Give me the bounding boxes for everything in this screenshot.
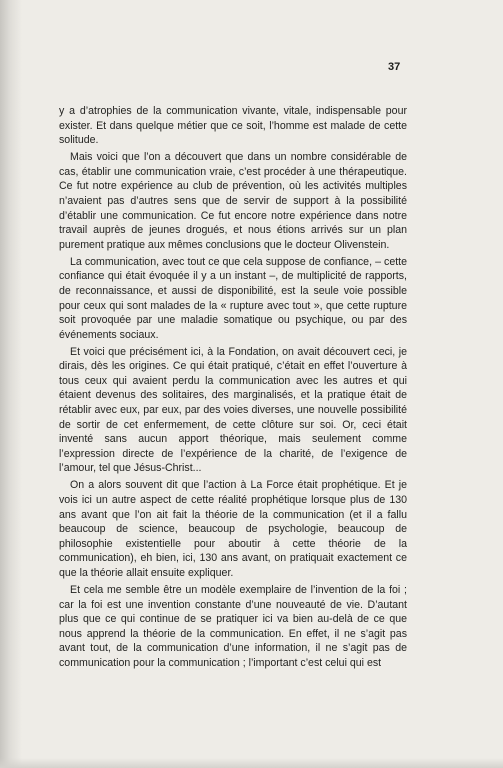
page-number: 37 <box>388 61 401 73</box>
paragraph-1: y a d’atrophies de la communication vivante, vitale, indispensable pour exister. Et dans quelque métier que ce soit, l’homme est malade de cette solitude. <box>59 105 407 147</box>
paragraph-4: Et voici que précisément ici, à la Fondation, on avait découvert ceci, je dirais, dès les origines. Ce qui était pratiqué, c’était en effet l’ouverture à tous ceux qui avaient perdu la communication avec les autres et qui étaient devenus des solitaires, des marginalisés, et la pratique était de rétablir avec eux, par eux, par des voies diverses, une nouvelle possibilité de sortir de cet enfermement, de cette clôture sur soi. Or, ceci était inventé sans aucun apport théorique, mais seulement comme l’expression directe de l’expérience de la charité, de l’exigence de l’amour, tel que Jésus-Christ... <box>59 345 407 475</box>
paragraph-5: On a alors souvent dit que l’action à La Force était prophétique. Et je vois ici un autre aspect de cette réalité prophétique lorsque plus de 130 ans avant que l’on ait fait la théorie de la communication (et il a fallu beaucoup de science, beaucoup de psychologie, beaucoup de philosophie existentielle pour aboutir à cette théorie de la communication), eh bien, ici, 130 ans avant, on pratiquait exactement ce que la théorie allait ensuite expliquer. <box>59 479 407 579</box>
page-bottom-shadow <box>0 758 503 768</box>
body-text <box>59 104 407 673</box>
paragraph-2: Mais voici que l’on a découvert que dans un nombre considérable de cas, établir une communication vraie, c’est procéder à une thérapeutique. Ce fut notre expérience au club de prévention, où les activités multiples n’avaient pas d’autres sens que de servir de support à la possibilité d’établir une communication. Ce fut encore notre expérience dans notre travail auprès de jeunes drogués, et nous étions arrivés sur un plan purement pratique aux mêmes conclusions que le docteur Olivenstein. <box>59 151 407 251</box>
paragraph-3: La communication, avec tout ce que cela suppose de confiance, – cette confiance qui était évoquée il y a un instant –, de multiplicité de rapports, de reconnaissance, et aussi de disponibilité, est la seule voie possible pour ceux qui sont malades de la « rupture avec tout », que cette rupture soit provoquée par une maladie somatique ou psychique, ou par des événements sociaux. <box>59 255 407 341</box>
paragraph-6: Et cela me semble être un modèle exemplaire de l’invention de la foi ; car la foi est une invention constante d’une nouveauté de vie. D’autant plus que ce qui continue de se pratiquer ici va bien au-delà de ce que nous apprend la théorie de la communication. En effet, il ne s’agit pas avant tout, de la communication d’une information, il ne s’agit pas de communication pour la communication ; l’important c’est celui qui est <box>59 583 407 669</box>
page-gutter-shadow <box>0 0 22 768</box>
